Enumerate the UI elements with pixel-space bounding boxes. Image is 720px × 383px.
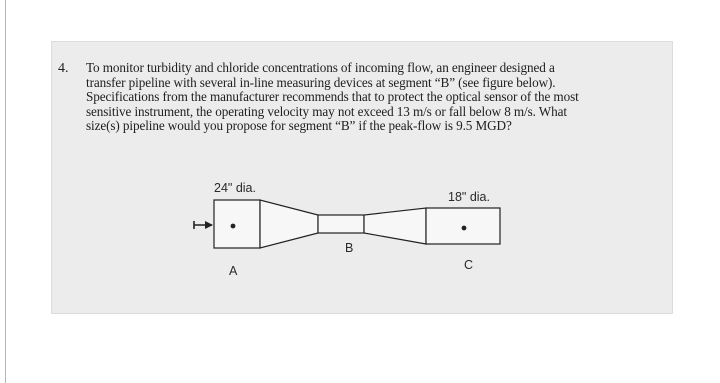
- question-line: To monitor turbidity and chloride concentrations of incoming flow, an engineer designed a: [86, 60, 555, 75]
- segment-a-sensor: [231, 224, 236, 229]
- flow-arrow-icon: [194, 221, 213, 229]
- question-line: Specifications from the manufacturer recommends that to protect the optical sensor of the most: [86, 89, 579, 104]
- segment-a-label: A: [229, 264, 238, 278]
- reducer-left: [260, 200, 318, 248]
- reducer-right: [364, 208, 426, 244]
- segment-c-label: C: [464, 258, 474, 272]
- question-line: sensitive instrument, the operating velocity may not exceed 13 m/s or fall below 8 m/s. What: [86, 103, 567, 119]
- question-number: 4.: [58, 61, 69, 76]
- segment-b-label: B: [345, 241, 354, 255]
- question-line: transfer pipeline with several in-line measuring devices at segment “B” (see figure below).: [86, 74, 556, 90]
- segment-c-sensor: [462, 226, 467, 231]
- diameter-c-label: 18" dia.: [448, 190, 490, 204]
- segment-a-pipe: [214, 200, 260, 248]
- segment-b-pipe: [318, 215, 364, 233]
- question-line: size(s) pipeline would you propose for segment “B” if the peak-flow is 9.5 MGD?: [86, 118, 512, 133]
- diameter-a-label: 24" dia.: [214, 181, 256, 195]
